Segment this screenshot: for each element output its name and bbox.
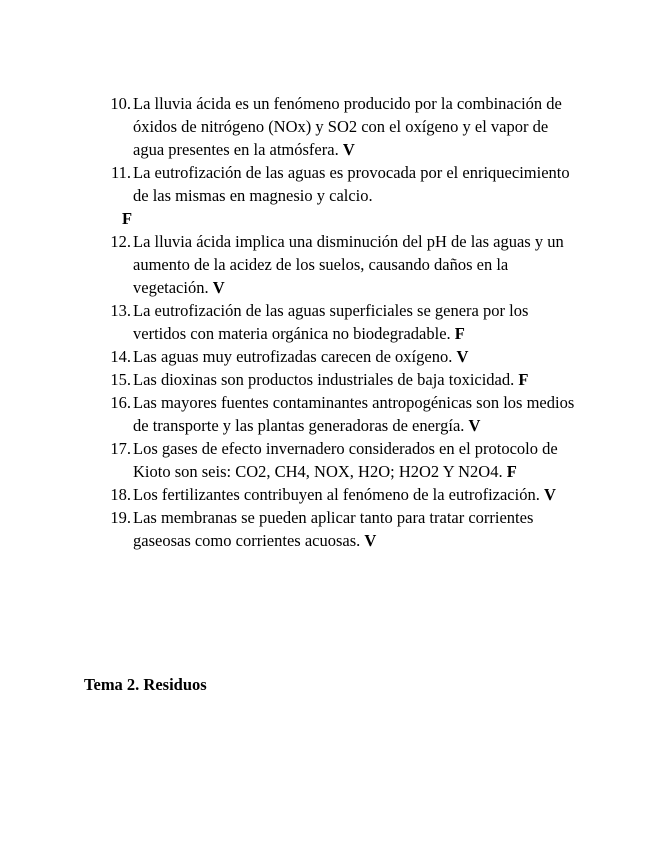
item-number: 14.: [110, 347, 131, 366]
item-statement: La eutrofización de las aguas superficiales se genera por los vertidos con materia orgánica no biodegradable.: [133, 301, 529, 343]
item-number: 11.: [110, 163, 131, 182]
item-number: 12.: [110, 232, 131, 251]
answer-mark: V: [543, 485, 556, 504]
answer-mark: F: [506, 462, 517, 481]
item-statement: Las mayores fuentes contaminantes antropogénicas son los medios de transporte y las plantas generadoras de energía.: [133, 393, 575, 435]
item-number: 16.: [110, 393, 131, 412]
answer-mark: F: [122, 209, 133, 228]
section-heading: Tema 2. Residuos: [84, 675, 207, 694]
list-item: [97, 506, 583, 552]
answer-mark: F: [454, 324, 465, 343]
item-statement: Las dioxinas son productos industriales de baja toxicidad.: [133, 370, 515, 389]
item-number: 13.: [110, 301, 131, 320]
item-statement: Los fertilizantes contribuyen al fenómeno de la eutrofización.: [133, 485, 540, 504]
list-item: [97, 368, 583, 391]
list-item: [97, 437, 583, 483]
item-number: 17.: [110, 439, 131, 458]
item-number: 18.: [110, 485, 131, 504]
answer-mark: V: [212, 278, 225, 297]
item-number: 19.: [110, 508, 131, 527]
answer-mark: V: [468, 416, 481, 435]
true-false-list: [97, 92, 583, 552]
list-item: [97, 92, 583, 161]
list-item: [97, 161, 583, 230]
list-item: [97, 299, 583, 345]
list-item: [97, 345, 583, 368]
item-statement: La lluvia ácida implica una disminución del pH de las aguas y un aumento de la acidez de los suelos, causando daños en la vegetación.: [133, 232, 564, 297]
item-statement: La lluvia ácida es un fenómeno producido por la combinación de óxidos de nitrógeno (NOx) y SO2 con el oxígeno y el vapor de agua presentes en la atmósfera.: [133, 94, 562, 159]
answer-mark: V: [456, 347, 469, 366]
item-statement: La eutrofización de las aguas es provocada por el enriquecimiento de las mismas en magnesio y calcio.: [133, 163, 570, 205]
answer-mark: F: [518, 370, 529, 389]
answer-mark: V: [342, 140, 355, 159]
list-item: [97, 483, 583, 506]
item-number: 10.: [110, 94, 131, 113]
item-number: 15.: [110, 370, 131, 389]
answer-mark: V: [364, 531, 377, 550]
list-item: [97, 391, 583, 437]
item-statement: Las membranas se pueden aplicar tanto para tratar corrientes gaseosas como corrientes acuosas.: [133, 508, 534, 550]
list-item: [97, 230, 583, 299]
item-statement: Las aguas muy eutrofizadas carecen de oxígeno.: [133, 347, 453, 366]
item-statement: Los gases de efecto invernadero considerados en el protocolo de Kioto son seis: CO2, CH4, NOX, H2O; H2O2 Y N2O4.: [133, 439, 558, 481]
